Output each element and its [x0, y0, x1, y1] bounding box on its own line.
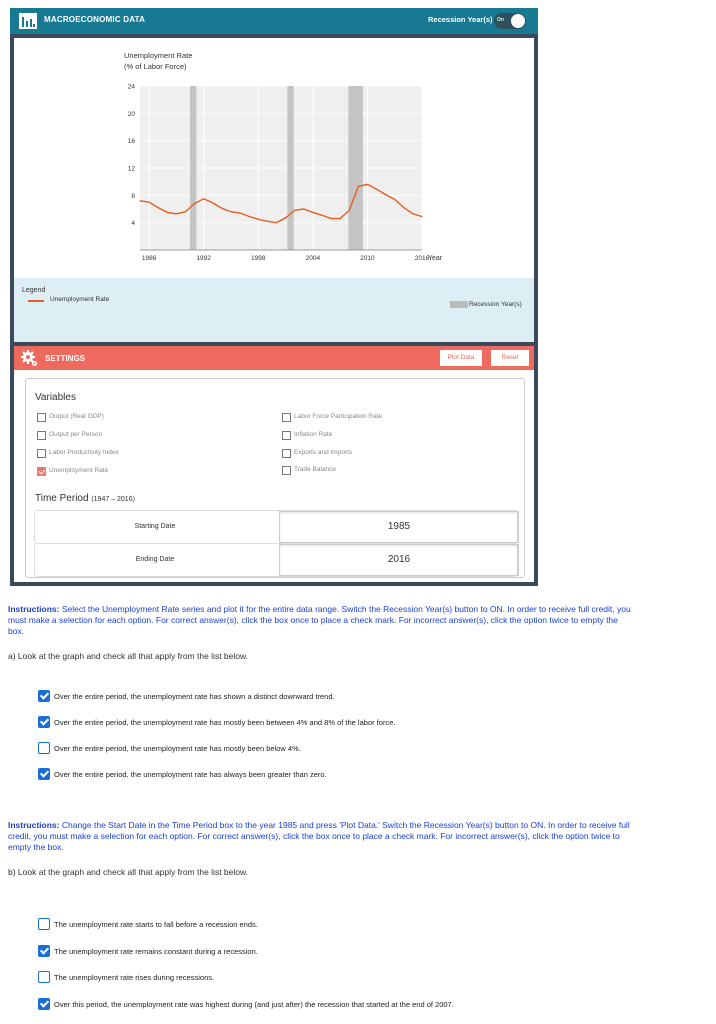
y-axis-label-line2: (% of Labor Force)	[124, 62, 187, 71]
option-checkbox[interactable]	[38, 742, 50, 754]
data-point	[258, 219, 259, 220]
y-tick-label: 20	[127, 110, 135, 118]
time-period-title	[35, 493, 135, 504]
data-point	[148, 202, 149, 203]
data-point	[367, 184, 368, 185]
variable-checkbox[interactable]	[37, 431, 46, 440]
y-tick-label: 4	[131, 220, 135, 228]
data-point	[394, 199, 395, 200]
variable-label: Labor Force Participation Rate	[294, 413, 383, 420]
plot-data-button[interactable]: Plot Data	[440, 350, 482, 366]
variable-checkbox[interactable]	[282, 431, 291, 440]
instructions-a	[8, 604, 634, 637]
reset-button[interactable]: Reset	[491, 350, 529, 366]
data-point	[212, 202, 213, 203]
data-point	[176, 213, 177, 214]
recession-toggle-label: Recession Year(s)	[428, 15, 493, 24]
data-point	[330, 218, 331, 219]
data-point	[303, 208, 304, 209]
variable-checkbox[interactable]	[37, 413, 46, 422]
option-checkbox-checked[interactable]	[38, 998, 50, 1010]
instructions-a-bold: Instructions:	[8, 604, 60, 614]
data-point	[321, 215, 322, 216]
option-text: Over the entire period, the unemployment rate has always been greater than zero.	[54, 770, 327, 779]
data-point	[249, 216, 250, 217]
settings-title: SETTINGS	[45, 354, 86, 363]
data-point	[349, 210, 350, 211]
data-point	[294, 210, 295, 211]
variable-label: Trade Balance	[294, 466, 337, 473]
recession-band	[287, 86, 293, 250]
data-point	[230, 211, 231, 212]
data-point	[276, 222, 277, 223]
data-point	[194, 203, 195, 204]
chart-area	[14, 38, 534, 278]
option-checkbox[interactable]	[38, 918, 50, 930]
option-checkbox-checked[interactable]	[38, 945, 50, 957]
data-point	[385, 194, 386, 195]
recession-band	[348, 86, 363, 250]
variable-label: Inflation Rate	[294, 431, 333, 438]
x-tick-label: 1986	[141, 255, 157, 262]
y-tick-label: 24	[127, 83, 135, 91]
data-point	[167, 212, 168, 213]
instructions-b	[8, 820, 634, 853]
app-title: MACROECONOMIC DATA	[44, 15, 146, 24]
variable-label: Exports and Imports	[294, 449, 353, 456]
variable-checkbox[interactable]	[282, 466, 291, 475]
variable-checkbox[interactable]	[282, 413, 291, 422]
variables-title: Variables	[35, 392, 76, 403]
data-point	[185, 211, 186, 212]
data-point	[376, 189, 377, 190]
data-point	[412, 213, 413, 214]
legend-title: Legend	[22, 287, 46, 294]
option-checkbox-checked[interactable]	[38, 690, 50, 702]
y-tick-label: 12	[127, 165, 135, 173]
x-tick-label: 1998	[251, 255, 266, 262]
variable-checkbox[interactable]	[282, 449, 291, 458]
toggle-knob[interactable]	[511, 14, 525, 28]
x-axis-label: Year	[428, 255, 443, 262]
start-date-label: Starting Date	[134, 523, 176, 530]
data-point	[358, 186, 359, 187]
option-text: Over this period, the unemployment rate was highest during (and just after) the recession that started at the end of 2007.	[54, 1000, 454, 1009]
top-bar	[10, 8, 538, 34]
variable-label: Unemployment Rate	[49, 467, 109, 474]
option-checkbox-checked[interactable]	[38, 768, 50, 780]
variable-checkbox[interactable]	[37, 449, 46, 458]
data-point	[312, 212, 313, 213]
instructions-a-text: Select the Unemployment Rate series and plot it for the entire data range. Switch the Recession Year(s) button to ON. In order to receive full credit, you must make a selection for each option. For correct answer(s), click the box once to place a check mark. For incorrect answer(s), click the option twice to empty the box.	[8, 604, 631, 636]
x-tick-label: 1992	[196, 255, 211, 262]
x-tick-label: 2010	[360, 255, 375, 262]
instructions-b-text: Change the Start Date in the Time Period box to the year 1985 and press 'Plot Data.' Switch the Recession Year(s) button to ON. In order to receive full credit, you must make a selection for each option. For correct answer(s), click the box once to place a check mark. For incorrect answer(s), click the option twice to empty the box.	[8, 820, 630, 852]
data-point	[403, 207, 404, 208]
start-date-row	[34, 510, 518, 544]
data-point	[203, 198, 204, 199]
legend-series-label: Unemployment Rate	[50, 296, 110, 303]
recession-toggle[interactable]	[494, 13, 526, 29]
legend-series-swatch	[28, 300, 44, 302]
option-text: The unemployment rate rises during recessions.	[54, 973, 215, 982]
legend-recession-swatch	[450, 301, 468, 308]
settings-bar	[14, 346, 534, 370]
variable-label: Labor Productivity Index	[49, 449, 119, 456]
data-point	[158, 207, 159, 208]
toggle-state-text: On	[497, 17, 504, 23]
variables-panel	[25, 378, 525, 578]
x-tick-label: 2004	[305, 255, 321, 262]
time-period-title-text: Time Period	[35, 493, 89, 504]
end-date-input[interactable]: 2016	[279, 544, 519, 576]
data-point	[285, 217, 286, 218]
end-date-label: Ending Date	[135, 556, 175, 563]
y-tick-label: 16	[127, 138, 135, 146]
variable-label: Output (Real GDP)	[49, 413, 104, 420]
data-point	[421, 216, 422, 217]
option-checkbox-checked[interactable]	[38, 716, 50, 728]
x-tick-label: 2016	[414, 255, 430, 262]
settings-body	[14, 370, 534, 582]
time-period-range: (1947 – 2016)	[91, 496, 135, 503]
data-point	[221, 208, 222, 209]
macro-app	[10, 8, 538, 586]
end-date-row	[34, 543, 518, 577]
option-text: Over the entire period, the unemployment rate has mostly been between 4% and 8% of the labor force.	[54, 718, 396, 727]
unemployment-chart	[14, 38, 534, 278]
variable-label: Output per Person	[49, 431, 103, 438]
data-point	[139, 200, 140, 201]
data-point	[267, 221, 268, 222]
option-text: The unemployment rate starts to fall before a recession ends.	[54, 920, 258, 929]
option-text: The unemployment rate remains constant during a recession.	[54, 947, 258, 956]
gear-icon	[20, 349, 38, 367]
option-text: Over the entire period, the unemployment rate has shown a distinct downward trend.	[54, 692, 335, 701]
question-b-label: b) Look at the graph and check all that apply from the list below.	[8, 867, 249, 877]
instructions-b-bold: Instructions:	[8, 820, 60, 830]
question-a-label: a) Look at the graph and check all that apply from the list below.	[8, 651, 249, 661]
start-date-input[interactable]: 1985	[279, 511, 519, 543]
chart-logo-icon	[19, 13, 37, 29]
option-checkbox[interactable]	[38, 971, 50, 983]
legend-recession-label: Recession Year(s)	[469, 301, 522, 308]
y-axis-label-line1: Unemployment Rate	[124, 51, 193, 60]
data-point	[239, 213, 240, 214]
variable-checkbox-checked[interactable]	[37, 467, 46, 476]
recession-band	[190, 86, 196, 250]
option-text: Over the entire period, the unemployment rate has mostly been below 4%.	[54, 744, 301, 753]
legend	[14, 278, 534, 342]
y-tick-label: 8	[131, 192, 135, 200]
data-point	[340, 218, 341, 219]
